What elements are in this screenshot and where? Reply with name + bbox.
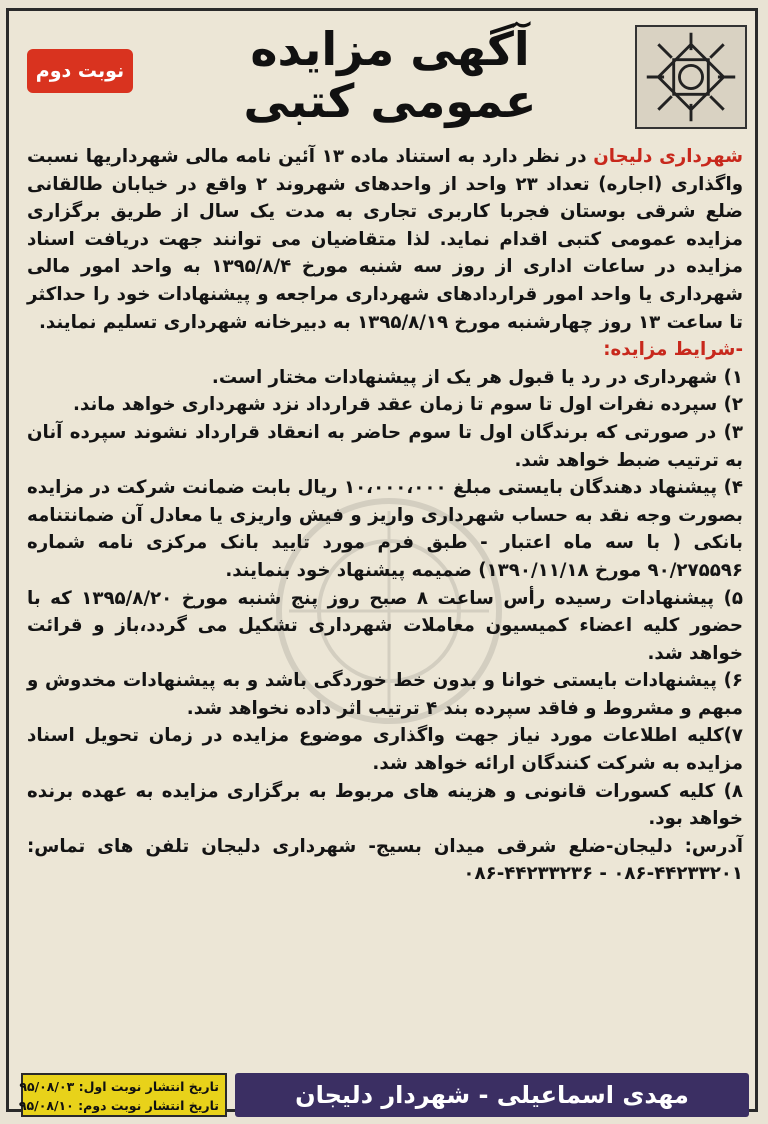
signature: مهدی اسماعیلی - شهردار دلیجان (235, 1073, 749, 1117)
page-title (159, 23, 621, 127)
conditions-title: -شرایط مزایده: (603, 339, 743, 361)
condition-item: ۴) پیشنهاد دهندگان بایستی مبلغ ۱۰،۰۰۰،۰۰۰ ریال بابت ضمانت شرکت در مزایده بصورت وجه نقد به حساب شهرداری واریز و فیش واریزی یا معادل آن ضمانتنامه بانکی ( با سه ماه اعتبار - طبق فرم مورد تایید بانک مرکزی نامه شماره ۹۰/۲۷۵۵۹۶ مورخ ۱۳۹۰/۱۱/۱۸) ضمیمه پیشنهاد خود بنمایند. (27, 477, 743, 581)
publication-dates (18, 1073, 227, 1117)
condition-item: ۵) پیشنهادات رسیده رأس ساعت ۸ صبح روز پنج شنبه مورخ ۱۳۹۵/۸/۲۰ که با حضور کلیه اعضاء کمیسیون معاملات شهرداری تشکیل می گردد،باز و قرائت خواهد شد. (27, 587, 743, 664)
intro-paragraph (27, 143, 743, 336)
footer (18, 1073, 749, 1117)
header (19, 21, 751, 139)
title-line-2: عمومی کتبی (243, 74, 537, 128)
ad-body (27, 143, 743, 888)
date-first: تاریخ انتشار نوبت اول: ۹۵/۰۸/۰۳ (19, 1079, 219, 1094)
intro-text: در نظر دارد به استناد ماده ۱۳ آئین نامه مالی شهرداریها نسبت واگذاری (اجاره) تعداد ۲۳ واحد از واحدهای شهروند ۲ واقع در خیابان طالقانی ضلع شرقی بوستان فجربا کاربری تجاری به مدت یک سال از طریق برگزاری مزایده عمومی کتبی اقدام نماید. لذا متقاضیان می توانند جهت دریافت اسناد مزایده در ساعات اداری از روز سه شنبه مورخ ۱۳۹۵/۸/۴ به واحد امور مالی شهرداری یا واحد امور قراردادهای شهرداری مراجعه و پیشنهادات خود را حداکثر تا ساعت ۱۳ روز چهارشنبه مورخ ۱۳۹۵/۸/۱۹ به دبیرخانه شهرداری تسلیم نمایند. (27, 146, 743, 333)
condition-item: ۱) شهرداری در رد یا قبول هر یک از پیشنهادات مختار است. (211, 366, 743, 388)
municipality-emblem-icon (635, 25, 747, 129)
ad-frame (6, 8, 758, 1112)
condition-item: ۷)کلیه اطلاعات مورد نیاز جهت واگذاری موضوع مزایده در زمان تحویل اسناد مزایده به شرکت کنندگان ارائه خواهد شد. (27, 725, 743, 775)
municipality-name: شهرداری دلیجان (593, 146, 743, 167)
condition-item: ۳) در صورتی که برندگان اول تا سوم حاضر به انعقاد قرارداد نشوند سپرده آنان به ترتیب ضبط خواهد شد. (27, 421, 743, 471)
date-second: تاریخ انتشار نوبت دوم: ۹۵/۰۸/۱۰ (18, 1098, 219, 1113)
condition-item: ۲) سپرده نفرات اول تا سوم تا زمان عقد قرارداد نزد شهرداری خواهد ماند. (73, 394, 743, 416)
title-line-1: آگهی مزایده (250, 22, 530, 76)
address-line: آدرس: دلیجان-ضلع شرقی میدان بسیج- شهرداری دلیجان تلفن های تماس: ۴۴۲۳۳۲۰۱-۰۸۶ - ۴۴۲۳۳۲۳۶-۰۸۶ (27, 835, 743, 885)
condition-item: ۶) پیشنهادات بایستی خوانا و بدون خط خوردگی باشد و به پیشنهادات مخدوش و مبهم و مشروط و فاقد سپرده بند ۴ ترتیب اثر داده نخواهد شد. (27, 670, 743, 719)
edition-badge: نوبت دوم (27, 49, 133, 93)
condition-item: ۸) کلیه کسورات قانونی و هزینه های مربوط به برگزاری مزایده به عهده برنده خواهد بود. (27, 780, 743, 830)
